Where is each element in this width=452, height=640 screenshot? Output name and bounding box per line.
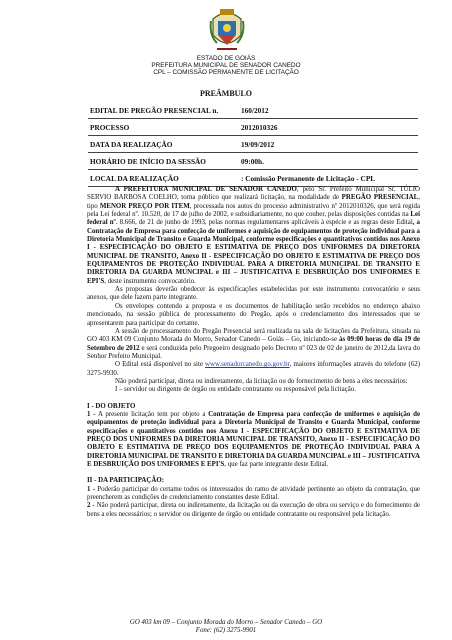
sessao-text-2: e será conduzida pelo Pregoeiro designado pelo Decreto nº 023 de 02 de janeiro de 2012,da lavra do Senhor Prefeito Municipal.	[87, 344, 421, 360]
footer-address: GO 403 km 09 – Conjunto Morada do Morro – Senador Canedo – GO	[129, 619, 323, 626]
table-row	[88, 102, 418, 119]
intro-text-5: , deste instrumento convocatório.	[104, 277, 196, 285]
local-label: LOCAL DA REALIZAÇÃO	[88, 170, 239, 187]
sessao-text-1: A sessão de processamento do Pregão Presencial será realizada na sala de licitações da Prefeitura, situada na GO 403 KM 09 Conjunto Morada do Morro, Senador Canedo – Goiás – Go, iniciando-se	[87, 327, 420, 344]
page-footer	[0, 619, 452, 635]
servidor-paragraph: I – servidor ou dirigente de órgão ou entidade contratante ou responsável pela licitação.	[115, 386, 356, 394]
item-text: Não poderá participar, direta ou indiretamente, da licitação ou da execução de obra ou serviço e do fornecimento de bens a eles necessários; o servidor ou dirigente de órgão ou entidade contratante ou responsável pela licitação.	[87, 502, 420, 518]
objeto-text-2: , que faz parte integrante deste Edital.	[224, 461, 329, 468]
edital-info-table	[88, 102, 418, 187]
sessao-bold: às 09:00 horas do dia 19 de Setembro de 2012	[87, 336, 420, 352]
header-prefeitura: PREFEITURA MUNICIPAL DE SENADOR CANEDO	[151, 62, 301, 69]
participacao-item-2	[87, 502, 420, 519]
data-realizacao-value: 19/09/2012	[239, 136, 418, 153]
coat-of-arms-icon	[209, 5, 245, 53]
objeto-bold: Contratação de Empresa para confecção de uniformes e aquisição de equipamentos de proteção individual para a Diretoria Municipal de Transito e Guarda Municipal, conforme especificações e quantitativos contidos nos Anexo I - ESPECIFICAÇÃO DO OBJETO E ESTIMATIVA DE PREÇO DOS UNIFORMES DA DIRETORIA MUNICIPAL DE TRANSITO, Anexo II - ESPECIFICAÇÃO DO OBJETO E ESTIMATIVA DE PREÇO DOS EQUIPAMENTOS DE PROTEÇÃO INDIVIDUAL PARA A DIRETORIA MUNICIPAL DE TRANSITO E DIRETORIA DA GUARDA MUNCIPAL e III – JUSTIFICATIVA E DESBRUIÇÃO DOS UNIFORMES E EPI'S	[87, 410, 421, 468]
document-body	[87, 186, 420, 519]
table-row	[88, 153, 418, 170]
table-row	[88, 136, 418, 153]
intro-text-2: , tipo	[87, 194, 420, 210]
sessao-paragraph	[87, 328, 420, 361]
edital-number-value: 160/2012	[239, 102, 418, 119]
item-number: 2 -	[87, 502, 95, 510]
header-cpl: CPL – COMISSÃO PERMANENTE DE LICITAÇÃO	[153, 69, 299, 76]
site-text-2: , maiores informações através do telefone (62) 3275-9930.	[87, 361, 420, 377]
edital-site-paragraph	[87, 361, 420, 378]
section-objeto-title: I - DO OBJETO	[87, 402, 136, 410]
page-title: PREÂMBULO	[200, 89, 252, 98]
objeto-paragraph	[87, 411, 420, 469]
intro-paragraph	[87, 186, 420, 286]
data-realizacao-label: DATA DA REALIZAÇÃO	[88, 136, 239, 153]
site-link[interactable]: www.senadorcanedo.go.gov.br	[205, 361, 290, 369]
intro-bold-3: MENOR PREÇO POR ITEM	[99, 202, 190, 210]
horario-label: HORÁRIO DE INÍCIO DA SESSÃO	[88, 153, 239, 170]
item-text: Poderão participar do certame todos os interessados do ramo de atividade pertinente ao objeto da contratação, que preencherem as condições de credenciamento constantes deste Edital.	[87, 485, 420, 502]
header-state: ESTADO DE GOIÁS	[196, 55, 256, 62]
intro-bold-1: A PREFEITURA MUNICIPAL DE SENADOR CANEDO	[115, 186, 297, 193]
section-participacao-title: II - DA PARTICIPAÇÃO:	[87, 477, 165, 485]
objeto-text-1: A presente licitação tem por objeto a	[95, 410, 209, 418]
intro-text-3: , processada nos autos do processo administrativo nº 2012010326, que será regida pela Lei federal nº. 10.520, de 17 de julho de 2002, e subsidiariamente, no que couber, pelas disposições contidas na	[87, 202, 421, 219]
intro-text-1: , pelo Sr. Prefeito Municipal Sr. TÚLIO SERVIO BARBOSA COELHO, torna público que realizará licitação, na modalidade de	[87, 186, 420, 202]
processo-label: PROCESSO	[88, 119, 239, 136]
processo-value: 2012010326	[239, 119, 418, 136]
restricao-paragraph: Não poderá participar, direta ou indiretamente, da licitação ou do fornecimento de bens a eles necessários:	[115, 377, 408, 385]
item-number: 1 -	[87, 485, 96, 493]
envelopes-paragraph: Os envelopes contendo a proposta e os documentos de habilitação serão recebidos no endereço abaixo mencionado, na sessão pública de processamento do Pregão, após o credenciamento dos interessados que se apresentarem para participar do certame.	[87, 302, 420, 327]
horario-value: 09:00h.	[239, 153, 418, 170]
intro-text-4: . 8.666, de 21 de junho de 1993, pelas normas regulamentares aplicáveis à espécie e as regras deste Edital	[115, 219, 413, 227]
objeto-number: 1 -	[87, 410, 96, 418]
intro-bold-4: Lei federal nº	[87, 211, 420, 227]
site-text-1: O Edital está disponível no site	[115, 361, 206, 369]
local-value: : Comissão Permanente de Licitação - CPL	[239, 170, 418, 187]
participacao-item-1	[87, 486, 420, 503]
intro-bold-5: , a Contratação de Empresa para confecção de uniformes e aquisição de equipamentos de proteção individual para a Diretoria Municipal de Transito e Guarda Municipal, conforme especificações e quantitativos contidos nos Anexo I - ESPECIFICAÇÃO DO OBJETO E ESTIMATIVA DE PREÇO DOS UNIFORMES DA DIRETORIA MUNICIPAL DE TRANSITO, Anexo II - ESPECIFICAÇÃO DO OBJETO E ESTIMATIVA DE PREÇO DOS EQUIPAMENTOS DE PROTEÇÃO INDIVIDUAL PARA A DIRETORIA MUNICIPAL DE TRANSITO E DIRETORIA DA GUARDA MUNCIPAL e III – JUSTIFICATIVA E DESBRUIÇÃO DOS UNIFORMES E EPI'S	[87, 219, 420, 285]
spacer	[87, 395, 420, 403]
table-row	[88, 170, 418, 187]
table-row	[88, 119, 418, 136]
edital-number-label: EDITAL DE PREGÃO PRESENCIAL n.	[88, 102, 239, 119]
intro-bold-2: PREGÃO PRESENCIAL	[341, 194, 419, 202]
propostas-paragraph: As propostas deverão obedecer às especificações estabelecidas por este instrumento convocatório e seus anexos, que dele fazem parte integrante.	[87, 286, 420, 302]
footer-phone: Fone: (62) 3275-9901	[195, 627, 257, 634]
